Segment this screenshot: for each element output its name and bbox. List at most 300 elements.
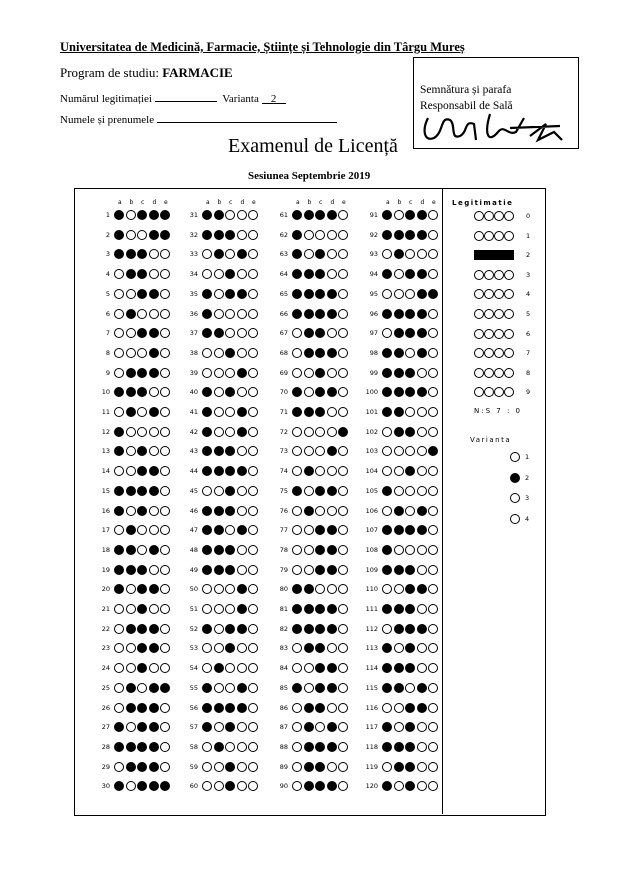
answer-bubble-q71-e[interactable] (338, 407, 348, 417)
answer-bubble-q26-e[interactable] (160, 703, 170, 713)
legitimatie-bubble[interactable] (474, 368, 484, 378)
answer-bubble-q17-d[interactable] (149, 525, 159, 535)
answer-bubble-q88-a[interactable] (292, 742, 302, 752)
legitimatie-bubble[interactable] (474, 329, 484, 339)
answer-bubble-q45-b[interactable] (214, 486, 224, 496)
answer-bubble-q31-a[interactable] (202, 210, 212, 220)
answer-bubble-q41-c[interactable] (225, 407, 235, 417)
legitimatie-bubble[interactable] (494, 329, 504, 339)
answer-bubble-q37-b[interactable] (214, 328, 224, 338)
answer-bubble-q58-c[interactable] (225, 742, 235, 752)
answer-bubble-q101-b[interactable] (394, 407, 404, 417)
answer-bubble-q4-d[interactable] (149, 269, 159, 279)
answer-bubble-q19-d[interactable] (149, 565, 159, 575)
answer-bubble-q12-d[interactable] (149, 427, 159, 437)
answer-bubble-q82-b[interactable] (304, 624, 314, 634)
answer-bubble-q74-d[interactable] (327, 466, 337, 476)
answer-bubble-q31-b[interactable] (214, 210, 224, 220)
legitimatie-bubble[interactable] (484, 270, 494, 280)
answer-bubble-q113-d[interactable] (417, 643, 427, 653)
answer-bubble-q23-b[interactable] (126, 643, 136, 653)
answer-bubble-q7-d[interactable] (149, 328, 159, 338)
answer-bubble-q12-a[interactable] (114, 427, 124, 437)
answer-bubble-q83-b[interactable] (304, 643, 314, 653)
answer-bubble-q3-d[interactable] (149, 249, 159, 259)
answer-bubble-q72-b[interactable] (304, 427, 314, 437)
answer-bubble-q115-d[interactable] (417, 683, 427, 693)
answer-bubble-q108-b[interactable] (394, 545, 404, 555)
answer-bubble-q65-e[interactable] (338, 289, 348, 299)
answer-bubble-q49-c[interactable] (225, 565, 235, 575)
answer-bubble-q59-b[interactable] (214, 762, 224, 772)
answer-bubble-q59-a[interactable] (202, 762, 212, 772)
answer-bubble-q40-b[interactable] (214, 387, 224, 397)
answer-bubble-q5-a[interactable] (114, 289, 124, 299)
answer-bubble-q71-b[interactable] (304, 407, 314, 417)
answer-bubble-q53-d[interactable] (237, 643, 247, 653)
answer-bubble-q16-e[interactable] (160, 506, 170, 516)
answer-bubble-q112-c[interactable] (405, 624, 415, 634)
answer-bubble-q22-a[interactable] (114, 624, 124, 634)
answer-bubble-q46-a[interactable] (202, 506, 212, 516)
answer-bubble-q18-c[interactable] (137, 545, 147, 555)
answer-bubble-q82-d[interactable] (327, 624, 337, 634)
answer-bubble-q52-e[interactable] (248, 624, 258, 634)
answer-bubble-q11-e[interactable] (160, 407, 170, 417)
answer-bubble-q69-e[interactable] (338, 368, 348, 378)
answer-bubble-q76-a[interactable] (292, 506, 302, 516)
answer-bubble-q21-b[interactable] (126, 604, 136, 614)
answer-bubble-q95-e[interactable] (428, 289, 438, 299)
answer-bubble-q98-d[interactable] (417, 348, 427, 358)
answer-bubble-q68-d[interactable] (327, 348, 337, 358)
answer-bubble-q28-d[interactable] (149, 742, 159, 752)
answer-bubble-q96-e[interactable] (428, 309, 438, 319)
answer-bubble-q78-a[interactable] (292, 545, 302, 555)
answer-bubble-q33-b[interactable] (214, 249, 224, 259)
answer-bubble-q83-d[interactable] (327, 643, 337, 653)
answer-bubble-q9-e[interactable] (160, 368, 170, 378)
answer-bubble-q52-d[interactable] (237, 624, 247, 634)
answer-bubble-q84-d[interactable] (327, 663, 337, 673)
answer-bubble-q21-d[interactable] (149, 604, 159, 614)
answer-bubble-q51-c[interactable] (225, 604, 235, 614)
answer-bubble-q88-b[interactable] (304, 742, 314, 752)
legitimatie-bubble[interactable] (504, 211, 514, 221)
answer-bubble-q38-a[interactable] (202, 348, 212, 358)
answer-bubble-q110-b[interactable] (394, 584, 404, 594)
answer-bubble-q81-d[interactable] (327, 604, 337, 614)
answer-bubble-q111-b[interactable] (394, 604, 404, 614)
answer-bubble-q72-e[interactable] (338, 427, 348, 437)
answer-bubble-q91-b[interactable] (394, 210, 404, 220)
answer-bubble-q116-a[interactable] (382, 703, 392, 713)
answer-bubble-q26-a[interactable] (114, 703, 124, 713)
answer-bubble-q70-d[interactable] (327, 387, 337, 397)
answer-bubble-q64-b[interactable] (304, 269, 314, 279)
answer-bubble-q48-a[interactable] (202, 545, 212, 555)
answer-bubble-q49-b[interactable] (214, 565, 224, 575)
answer-bubble-q1-c[interactable] (137, 210, 147, 220)
answer-bubble-q86-b[interactable] (304, 703, 314, 713)
answer-bubble-q68-e[interactable] (338, 348, 348, 358)
answer-bubble-q78-e[interactable] (338, 545, 348, 555)
answer-bubble-q44-b[interactable] (214, 466, 224, 476)
answer-bubble-q103-d[interactable] (417, 446, 427, 456)
answer-bubble-q99-a[interactable] (382, 368, 392, 378)
answer-bubble-q106-b[interactable] (394, 506, 404, 516)
answer-bubble-q36-b[interactable] (214, 309, 224, 319)
legitimatie-bubble[interactable] (504, 368, 514, 378)
answer-bubble-q88-d[interactable] (327, 742, 337, 752)
answer-bubble-q106-d[interactable] (417, 506, 427, 516)
answer-bubble-q99-c[interactable] (405, 368, 415, 378)
varianta-bubble[interactable] (510, 452, 520, 462)
answer-bubble-q6-c[interactable] (137, 309, 147, 319)
answer-bubble-q69-d[interactable] (327, 368, 337, 378)
answer-bubble-q93-d[interactable] (417, 249, 427, 259)
answer-bubble-q92-c[interactable] (405, 230, 415, 240)
answer-bubble-q40-d[interactable] (237, 387, 247, 397)
answer-bubble-q1-a[interactable] (114, 210, 124, 220)
answer-bubble-q115-c[interactable] (405, 683, 415, 693)
varianta-bubble[interactable] (510, 473, 520, 483)
legitimatie-bubble[interactable] (474, 309, 484, 319)
answer-bubble-q71-a[interactable] (292, 407, 302, 417)
answer-bubble-q10-b[interactable] (126, 387, 136, 397)
answer-bubble-q27-b[interactable] (126, 722, 136, 732)
answer-bubble-q45-c[interactable] (225, 486, 235, 496)
answer-bubble-q105-d[interactable] (417, 486, 427, 496)
answer-bubble-q67-b[interactable] (304, 328, 314, 338)
answer-bubble-q39-a[interactable] (202, 368, 212, 378)
answer-bubble-q61-b[interactable] (304, 210, 314, 220)
answer-bubble-q101-c[interactable] (405, 407, 415, 417)
answer-bubble-q42-c[interactable] (225, 427, 235, 437)
answer-bubble-q111-e[interactable] (428, 604, 438, 614)
answer-bubble-q108-d[interactable] (417, 545, 427, 555)
answer-bubble-q100-b[interactable] (394, 387, 404, 397)
varianta-bubble[interactable] (510, 493, 520, 503)
answer-bubble-q102-b[interactable] (394, 427, 404, 437)
answer-bubble-q89-e[interactable] (338, 762, 348, 772)
answer-bubble-q69-b[interactable] (304, 368, 314, 378)
answer-bubble-q113-b[interactable] (394, 643, 404, 653)
answer-bubble-q93-b[interactable] (394, 249, 404, 259)
answer-bubble-q62-e[interactable] (338, 230, 348, 240)
answer-bubble-q49-a[interactable] (202, 565, 212, 575)
answer-bubble-q35-e[interactable] (248, 289, 258, 299)
answer-bubble-q73-d[interactable] (327, 446, 337, 456)
legitimatie-bubble[interactable] (474, 231, 484, 241)
answer-bubble-q52-a[interactable] (202, 624, 212, 634)
answer-bubble-q15-b[interactable] (126, 486, 136, 496)
answer-bubble-q16-c[interactable] (137, 506, 147, 516)
answer-bubble-q118-b[interactable] (394, 742, 404, 752)
answer-bubble-q35-d[interactable] (237, 289, 247, 299)
answer-bubble-q53-b[interactable] (214, 643, 224, 653)
answer-bubble-q75-b[interactable] (304, 486, 314, 496)
answer-bubble-q25-b[interactable] (126, 683, 136, 693)
answer-bubble-q86-d[interactable] (327, 703, 337, 713)
answer-bubble-q66-b[interactable] (304, 309, 314, 319)
answer-bubble-q85-b[interactable] (304, 683, 314, 693)
varianta-bubble[interactable] (510, 514, 520, 524)
answer-bubble-q72-c[interactable] (315, 427, 325, 437)
legitimatie-bubble[interactable] (494, 368, 504, 378)
legitimatie-bubble[interactable] (474, 270, 484, 280)
answer-bubble-q29-e[interactable] (160, 762, 170, 772)
legitimatie-bubble[interactable] (484, 368, 494, 378)
answer-bubble-q81-b[interactable] (304, 604, 314, 614)
answer-bubble-q75-c[interactable] (315, 486, 325, 496)
answer-bubble-q5-b[interactable] (126, 289, 136, 299)
answer-bubble-q35-a[interactable] (202, 289, 212, 299)
answer-bubble-q52-b[interactable] (214, 624, 224, 634)
answer-bubble-q52-c[interactable] (225, 624, 235, 634)
answer-bubble-q116-b[interactable] (394, 703, 404, 713)
answer-bubble-q56-c[interactable] (225, 703, 235, 713)
answer-bubble-q21-a[interactable] (114, 604, 124, 614)
answer-bubble-q72-a[interactable] (292, 427, 302, 437)
answer-bubble-q45-d[interactable] (237, 486, 247, 496)
answer-bubble-q80-d[interactable] (327, 584, 337, 594)
answer-bubble-q3-b[interactable] (126, 249, 136, 259)
answer-bubble-q95-b[interactable] (394, 289, 404, 299)
answer-bubble-q42-a[interactable] (202, 427, 212, 437)
answer-bubble-q2-b[interactable] (126, 230, 136, 240)
answer-bubble-q11-c[interactable] (137, 407, 147, 417)
answer-bubble-q2-c[interactable] (137, 230, 147, 240)
answer-bubble-q68-c[interactable] (315, 348, 325, 358)
answer-bubble-q43-b[interactable] (214, 446, 224, 456)
answer-bubble-q36-a[interactable] (202, 309, 212, 319)
answer-bubble-q98-c[interactable] (405, 348, 415, 358)
answer-bubble-q59-d[interactable] (237, 762, 247, 772)
answer-bubble-q1-e[interactable] (160, 210, 170, 220)
answer-bubble-q89-c[interactable] (315, 762, 325, 772)
answer-bubble-q109-e[interactable] (428, 565, 438, 575)
answer-bubble-q101-a[interactable] (382, 407, 392, 417)
answer-bubble-q91-e[interactable] (428, 210, 438, 220)
answer-bubble-q51-d[interactable] (237, 604, 247, 614)
answer-bubble-q55-b[interactable] (214, 683, 224, 693)
answer-bubble-q8-b[interactable] (126, 348, 136, 358)
answer-bubble-q64-d[interactable] (327, 269, 337, 279)
answer-bubble-q26-c[interactable] (137, 703, 147, 713)
answer-bubble-q98-e[interactable] (428, 348, 438, 358)
answer-bubble-q119-d[interactable] (417, 762, 427, 772)
answer-bubble-q56-a[interactable] (202, 703, 212, 713)
answer-bubble-q62-b[interactable] (304, 230, 314, 240)
answer-bubble-q63-b[interactable] (304, 249, 314, 259)
answer-bubble-q75-d[interactable] (327, 486, 337, 496)
answer-bubble-q60-b[interactable] (214, 781, 224, 791)
answer-bubble-q81-c[interactable] (315, 604, 325, 614)
answer-bubble-q7-b[interactable] (126, 328, 136, 338)
answer-bubble-q23-d[interactable] (149, 643, 159, 653)
answer-bubble-q15-c[interactable] (137, 486, 147, 496)
answer-bubble-q42-e[interactable] (248, 427, 258, 437)
answer-bubble-q56-d[interactable] (237, 703, 247, 713)
legitimatie-bubble[interactable] (494, 309, 504, 319)
legitimatie-bubble[interactable] (484, 309, 494, 319)
answer-bubble-q109-a[interactable] (382, 565, 392, 575)
answer-bubble-q38-d[interactable] (237, 348, 247, 358)
answer-bubble-q2-e[interactable] (160, 230, 170, 240)
answer-bubble-q57-d[interactable] (237, 722, 247, 732)
answer-bubble-q99-e[interactable] (428, 368, 438, 378)
legitimatie-bubble[interactable] (494, 211, 504, 221)
answer-bubble-q19-b[interactable] (126, 565, 136, 575)
answer-bubble-q112-e[interactable] (428, 624, 438, 634)
answer-bubble-q26-b[interactable] (126, 703, 136, 713)
answer-bubble-q30-d[interactable] (149, 781, 159, 791)
answer-bubble-q94-d[interactable] (417, 269, 427, 279)
answer-bubble-q28-b[interactable] (126, 742, 136, 752)
answer-bubble-q73-b[interactable] (304, 446, 314, 456)
answer-bubble-q43-d[interactable] (237, 446, 247, 456)
answer-bubble-q99-d[interactable] (417, 368, 427, 378)
answer-bubble-q29-d[interactable] (149, 762, 159, 772)
answer-bubble-q75-a[interactable] (292, 486, 302, 496)
answer-bubble-q14-b[interactable] (126, 466, 136, 476)
answer-bubble-q47-d[interactable] (237, 525, 247, 535)
answer-bubble-q79-d[interactable] (327, 565, 337, 575)
answer-bubble-q115-e[interactable] (428, 683, 438, 693)
answer-bubble-q54-b[interactable] (214, 663, 224, 673)
answer-bubble-q105-e[interactable] (428, 486, 438, 496)
answer-bubble-q41-d[interactable] (237, 407, 247, 417)
answer-bubble-q38-e[interactable] (248, 348, 258, 358)
answer-bubble-q85-e[interactable] (338, 683, 348, 693)
answer-bubble-q29-a[interactable] (114, 762, 124, 772)
answer-bubble-q71-c[interactable] (315, 407, 325, 417)
answer-bubble-q28-c[interactable] (137, 742, 147, 752)
answer-bubble-q36-c[interactable] (225, 309, 235, 319)
answer-bubble-q18-d[interactable] (149, 545, 159, 555)
answer-bubble-q63-d[interactable] (327, 249, 337, 259)
answer-bubble-q47-b[interactable] (214, 525, 224, 535)
answer-bubble-q104-b[interactable] (394, 466, 404, 476)
answer-bubble-q1-d[interactable] (149, 210, 159, 220)
answer-bubble-q48-c[interactable] (225, 545, 235, 555)
answer-bubble-q69-c[interactable] (315, 368, 325, 378)
answer-bubble-q62-d[interactable] (327, 230, 337, 240)
answer-bubble-q27-d[interactable] (149, 722, 159, 732)
answer-bubble-q106-e[interactable] (428, 506, 438, 516)
answer-bubble-q111-a[interactable] (382, 604, 392, 614)
answer-bubble-q59-c[interactable] (225, 762, 235, 772)
answer-bubble-q72-d[interactable] (327, 427, 337, 437)
answer-bubble-q91-c[interactable] (405, 210, 415, 220)
answer-bubble-q103-b[interactable] (394, 446, 404, 456)
answer-bubble-q57-b[interactable] (214, 722, 224, 732)
answer-bubble-q8-a[interactable] (114, 348, 124, 358)
answer-bubble-q20-d[interactable] (149, 584, 159, 594)
answer-bubble-q25-e[interactable] (160, 683, 170, 693)
answer-bubble-q89-d[interactable] (327, 762, 337, 772)
answer-bubble-q2-d[interactable] (149, 230, 159, 240)
answer-bubble-q19-c[interactable] (137, 565, 147, 575)
answer-bubble-q76-d[interactable] (327, 506, 337, 516)
answer-bubble-q25-d[interactable] (149, 683, 159, 693)
answer-bubble-q101-e[interactable] (428, 407, 438, 417)
answer-bubble-q78-c[interactable] (315, 545, 325, 555)
answer-bubble-q118-a[interactable] (382, 742, 392, 752)
answer-bubble-q69-a[interactable] (292, 368, 302, 378)
answer-bubble-q29-b[interactable] (126, 762, 136, 772)
answer-bubble-q94-b[interactable] (394, 269, 404, 279)
answer-bubble-q75-e[interactable] (338, 486, 348, 496)
answer-bubble-q98-a[interactable] (382, 348, 392, 358)
answer-bubble-q68-a[interactable] (292, 348, 302, 358)
answer-bubble-q102-a[interactable] (382, 427, 392, 437)
answer-bubble-q31-e[interactable] (248, 210, 258, 220)
answer-bubble-q32-e[interactable] (248, 230, 258, 240)
answer-bubble-q22-b[interactable] (126, 624, 136, 634)
answer-bubble-q38-c[interactable] (225, 348, 235, 358)
answer-bubble-q92-d[interactable] (417, 230, 427, 240)
answer-bubble-q45-a[interactable] (202, 486, 212, 496)
answer-bubble-q11-d[interactable] (149, 407, 159, 417)
answer-bubble-q48-e[interactable] (248, 545, 258, 555)
answer-bubble-q25-a[interactable] (114, 683, 124, 693)
answer-bubble-q105-b[interactable] (394, 486, 404, 496)
answer-bubble-q2-a[interactable] (114, 230, 124, 240)
answer-bubble-q114-b[interactable] (394, 663, 404, 673)
answer-bubble-q95-a[interactable] (382, 289, 392, 299)
answer-bubble-q5-d[interactable] (149, 289, 159, 299)
answer-bubble-q111-c[interactable] (405, 604, 415, 614)
answer-bubble-q30-b[interactable] (126, 781, 136, 791)
answer-bubble-q102-c[interactable] (405, 427, 415, 437)
answer-bubble-q35-b[interactable] (214, 289, 224, 299)
answer-bubble-q55-c[interactable] (225, 683, 235, 693)
answer-bubble-q78-b[interactable] (304, 545, 314, 555)
answer-bubble-q107-d[interactable] (417, 525, 427, 535)
answer-bubble-q36-e[interactable] (248, 309, 258, 319)
answer-bubble-q25-c[interactable] (137, 683, 147, 693)
answer-bubble-q78-d[interactable] (327, 545, 337, 555)
answer-bubble-q101-d[interactable] (417, 407, 427, 417)
answer-bubble-q108-e[interactable] (428, 545, 438, 555)
answer-bubble-q9-b[interactable] (126, 368, 136, 378)
answer-bubble-q61-c[interactable] (315, 210, 325, 220)
answer-bubble-q12-c[interactable] (137, 427, 147, 437)
answer-bubble-q13-d[interactable] (149, 446, 159, 456)
answer-bubble-q76-b[interactable] (304, 506, 314, 516)
answer-bubble-q21-e[interactable] (160, 604, 170, 614)
answer-bubble-q115-a[interactable] (382, 683, 392, 693)
answer-bubble-q15-e[interactable] (160, 486, 170, 496)
answer-bubble-q66-e[interactable] (338, 309, 348, 319)
answer-bubble-q15-d[interactable] (149, 486, 159, 496)
answer-bubble-q58-b[interactable] (214, 742, 224, 752)
answer-bubble-q58-d[interactable] (237, 742, 247, 752)
answer-bubble-q21-c[interactable] (137, 604, 147, 614)
answer-bubble-q32-a[interactable] (202, 230, 212, 240)
answer-bubble-q50-b[interactable] (214, 584, 224, 594)
answer-bubble-q12-e[interactable] (160, 427, 170, 437)
answer-bubble-q24-d[interactable] (149, 663, 159, 673)
answer-bubble-q95-c[interactable] (405, 289, 415, 299)
answer-bubble-q112-a[interactable] (382, 624, 392, 634)
answer-bubble-q49-e[interactable] (248, 565, 258, 575)
answer-bubble-q92-a[interactable] (382, 230, 392, 240)
legitimatie-bubble[interactable] (484, 211, 494, 221)
answer-bubble-q81-a[interactable] (292, 604, 302, 614)
